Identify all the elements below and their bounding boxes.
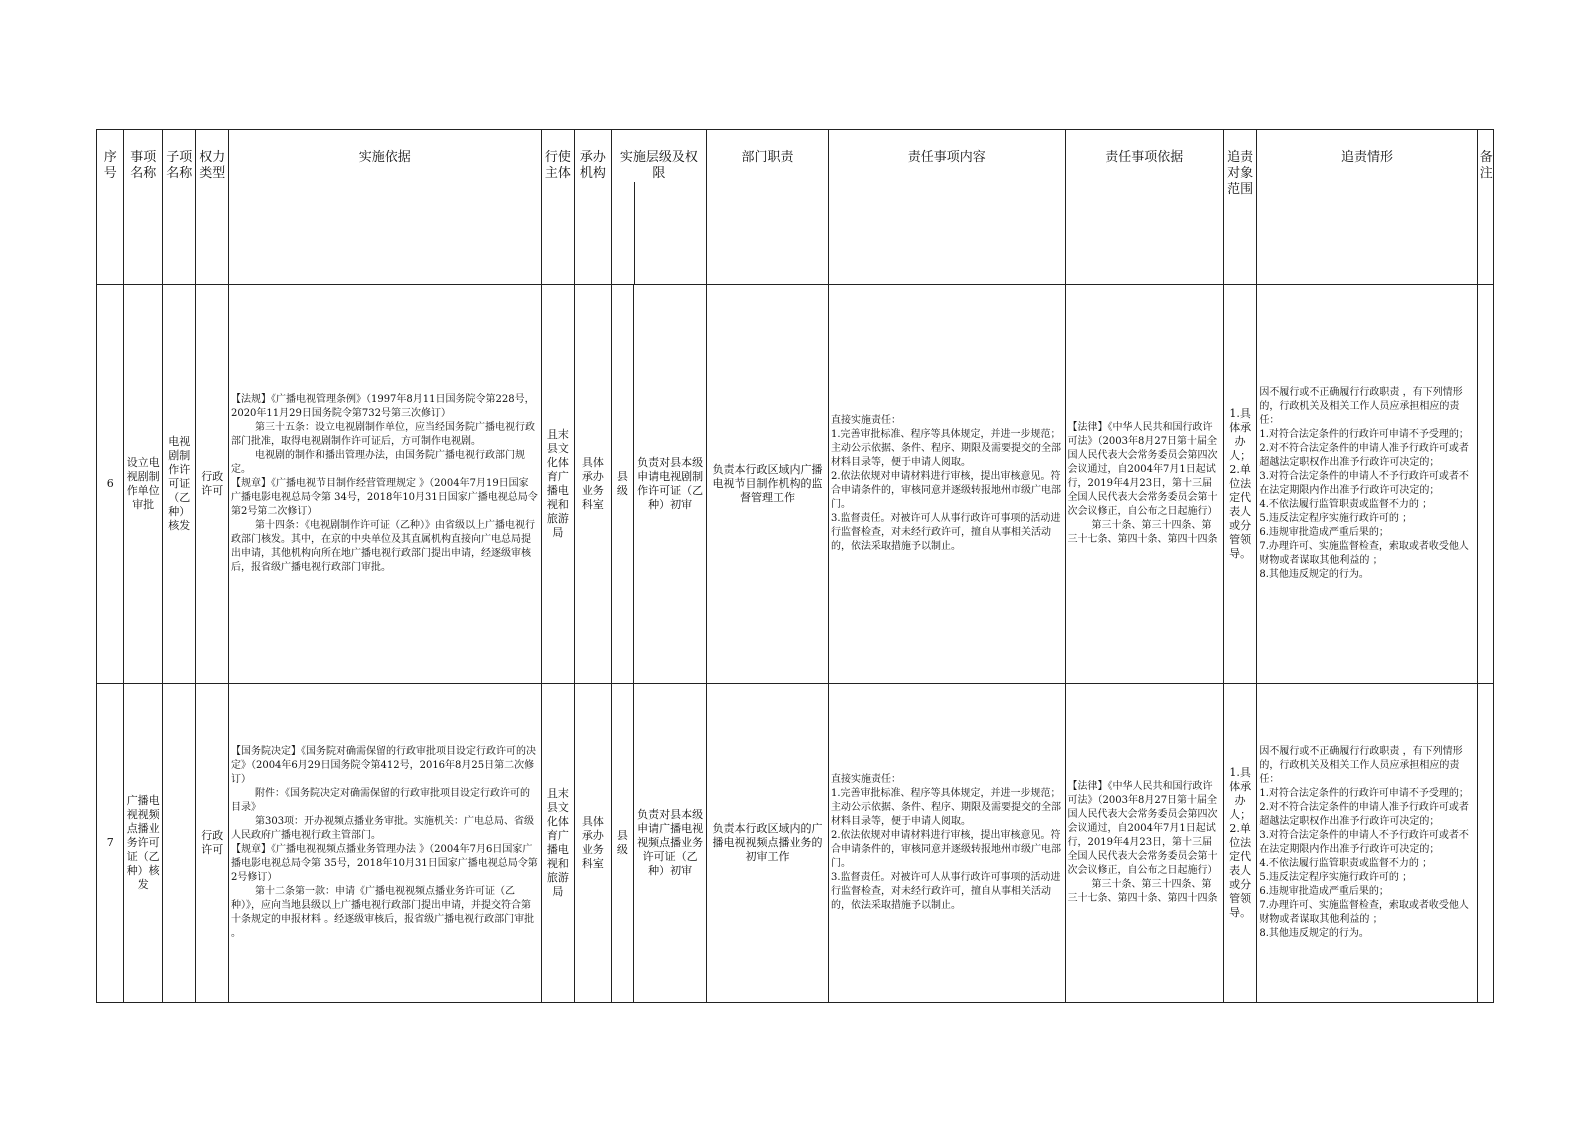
accountability-line: 4.不依法履行监管职责或监督不力的 ； — [1259, 858, 1433, 869]
accountability-line: 4.不依法履行监管职责或监督不力的 ； — [1259, 499, 1433, 510]
accountability-line: 7.办理许可、实施监督检查，索取或者收受他人财物或者谋取其他利益的 ； — [1259, 900, 1469, 925]
resp-basis-paragraph: 第三十条、第三十四条、第三十七条、第四十条、第四十四条 — [1067, 879, 1218, 904]
resp-content-line: 2.依法依规对申请材料进行审核，提出审核意见。符合申请条件的，审核同意并逐级转报地州市级广电部门。 — [830, 471, 1061, 510]
header-row — [97, 130, 1494, 285]
header-level — [611, 130, 706, 285]
cell-resp-basis — [1065, 684, 1223, 1003]
accountability-line: 因不履行或不正确履行行政职责 ，有下列情形的，行政机关及相关工作人员应承担相应的责任： — [1259, 746, 1463, 785]
cell-duty: 负责本行政区域内广播电视节目制作机构的监督管理工作 — [707, 285, 829, 684]
cell-scope: 1.具体承办人；2.单位法定代表人或分管领导。 — [1223, 285, 1257, 684]
basis-paragraph: 附件：《国务院决定对确需保留的行政审批项目设定行政许可的目录》 — [230, 788, 530, 813]
cell-scope: 1.具体承办人；2.单位法定代表人或分管领导。 — [1223, 684, 1257, 1003]
cell-item-name: 广播电视视频点播业务许可证（乙种）核发 — [124, 684, 163, 1003]
resp-basis-paragraph: 【法律】《中华人民共和国行政许可法》（2003年8月27日第十届全国人民代表大会常务委员会第四次会议通过，自2004年7月1日起试行，2019年4月23日，第十三届全国人民代表大会常务委员会第十次会议修正，自公布之日起施行） — [1067, 781, 1218, 876]
cell-authority: 负责对县本级申请电视剧制作许可证（乙种）初审 — [634, 285, 707, 684]
accountability-line: 5.违反法定程序实施行政许可的 ； — [1259, 872, 1413, 883]
header-resp-content: 责任事项内容 — [828, 130, 1065, 285]
cell-seq: 6 — [97, 285, 124, 684]
basis-paragraph: 第303项：开办视频点播业务审批。实施机关：广电总局、省级人民政府广播电视行政主管部门。 — [230, 816, 535, 841]
header-level-label: 实施层级及权限 — [619, 150, 698, 181]
cell-duty: 负责本行政区域内的广播电视视频点播业务的初审工作 — [707, 684, 829, 1003]
cell-resp-content — [828, 684, 1065, 1003]
header-sub-name: 子项名称 — [162, 130, 196, 285]
header-seq: 序号 — [97, 130, 124, 285]
cell-seq: 7 — [97, 684, 124, 1003]
header-basis: 实施依据 — [228, 130, 541, 285]
accountability-line: 2.对不符合法定条件的申请人准予行政许可或者超越法定职权作出准予行政许可决定的； — [1259, 443, 1469, 468]
table-row — [97, 285, 1494, 684]
cell-sub-name — [162, 684, 196, 1003]
basis-paragraph: 第三十五条：设立电视剧制作单位，应当经国务院广播电视行政部门批准，取得电视剧制作许可证后，方可制作电视剧。 — [230, 422, 535, 447]
accountability-line: 3.对符合法定条件的申请人不予行政许可或者不在法定期限内作出准予行政许可决定的； — [1259, 471, 1469, 496]
basis-paragraph: 【法规】《广播电视管理条例》（1997年8月11日国务院令第228号，2020年11月29日国务院令第732号第三次修订） — [230, 394, 535, 419]
basis-paragraph: 第十二条第一款：申请《广播电视视频点播业务许可证（乙种）》，应向当地县级以上广播电视行政部门提出申请，并提交符合第十条规定的申报材料 。经逐级审核后，报省级广播电视行政部门审批 。 — [230, 886, 535, 939]
resp-content-line: 直接实施责任： — [830, 774, 901, 785]
cell-subject: 且末县文化体育广播电视和旅游局 — [541, 285, 575, 684]
accountability-line: 1.对符合法定条件的行政许可申请不予受理的； — [1259, 429, 1469, 440]
basis-paragraph: 【国务院决定】《国务院对确需保留的行政审批项目设定行政许可的决定》（2004年6月29日国务院令第412号，2016年8月25日第二次修订） — [230, 746, 536, 785]
resp-basis-paragraph: 【法律】《中华人民共和国行政许可法》（2003年8月27日第十届全国人民代表大会常务委员会第四次会议通过，自2004年7月1日起试行，2019年4月23日，第十三届全国人民代表大会常务委员会第十次会议修正，自公布之日起施行） — [1067, 422, 1218, 517]
accountability-line: 1.对符合法定条件的行政许可申请不予受理的； — [1259, 788, 1469, 799]
cell-remark — [1477, 684, 1493, 1003]
accountability-line: 6.违规审批造成严重后果的； — [1259, 527, 1389, 538]
header-duty: 部门职责 — [707, 130, 829, 285]
basis-paragraph: 【规章】《广播电视视频点播业务管理办法 》（2004年7月6日国家广播电影电视总局令第 35号，2018年10月31日国家广播电视总局令第2号修订） — [230, 844, 538, 883]
cell-basis — [228, 285, 541, 684]
table-row — [97, 684, 1494, 1003]
resp-basis-paragraph: 第三十条、第三十四条、第三十七条、第四十条、第四十四条 — [1067, 520, 1218, 545]
accountability-line: 因不履行或不正确履行行政职责 ，有下列情形的，行政机关及相关工作人员应承担相应的责任： — [1259, 387, 1463, 426]
header-scope: 追责对象范围 — [1223, 130, 1257, 285]
cell-basis — [228, 684, 541, 1003]
cell-agency: 具体承办业务科室 — [575, 285, 612, 684]
cell-remark — [1477, 285, 1493, 684]
resp-content-line: 3.监督责任。对被许可人从事行政许可事项的活动进行监督检查，对未经行政许可，擅自从事相关活动的，依法采取措施予以制止。 — [830, 513, 1061, 552]
header-level-divider — [634, 182, 635, 284]
cell-power-type: 行政许可 — [196, 684, 228, 1003]
basis-paragraph: 电视剧的制作和播出管理办法，由国务院广播电视行政部门规定。 — [230, 450, 525, 475]
header-power-type: 权力类型 — [196, 130, 228, 285]
accountability-line: 2.对不符合法定条件的申请人准予行政许可或者超越法定职权作出准予行政许可决定的； — [1259, 802, 1469, 827]
basis-paragraph: 【规章】《广播电视节目制作经营管理规定 》（2004年7月19日国家广播电影电视总局令第 34号，2018年10月31日国家广播电视总局令第2号第二次修订） — [230, 478, 538, 517]
cell-level: 县级 — [611, 285, 633, 684]
resp-content-line: 3.监督责任。对被许可人从事行政许可事项的活动进行监督检查，对未经行政许可，擅自从事相关活动的，依法采取措施予以制止。 — [830, 872, 1061, 911]
cell-agency: 具体承办业务科室 — [575, 684, 612, 1003]
resp-content-line: 2.依法依规对申请材料进行审核，提出审核意见。符合申请条件的，审核同意并逐级转报地州市级广电部门。 — [830, 830, 1061, 869]
accountability-line: 8.其他违反规定的行为。 — [1259, 569, 1369, 580]
cell-resp-basis — [1065, 285, 1223, 684]
header-resp-basis: 责任事项依据 — [1065, 130, 1223, 285]
resp-content-line: 1.完善审批标准、程序等具体规定，并进一步规范；主动公示依据、条件、程序、期限及需要提交的全部材料目录等，便于申请人阅取。 — [830, 429, 1061, 468]
cell-subject: 且末县文化体育广播电视和旅游局 — [541, 684, 575, 1003]
accountability-line: 8.其他违反规定的行为。 — [1259, 928, 1369, 939]
cell-accountability — [1257, 285, 1477, 684]
cell-accountability — [1257, 684, 1477, 1003]
header-agency: 承办机构 — [575, 130, 612, 285]
accountability-line: 7.办理许可、实施监督检查，索取或者收受他人财物或者谋取其他利益的 ； — [1259, 541, 1469, 566]
cell-resp-content — [828, 285, 1065, 684]
cell-authority: 负责对县本级申请广播电视视频点播业务许可证（乙种）初审 — [634, 684, 707, 1003]
header-item-name: 事项名称 — [124, 130, 163, 285]
cell-item-name: 设立电视剧制作单位审批 — [124, 285, 163, 684]
accountability-line: 3.对符合法定条件的申请人不予行政许可或者不在法定期限内作出准予行政许可决定的； — [1259, 830, 1469, 855]
resp-content-line: 1.完善审批标准、程序等具体规定，并进一步规范；主动公示依据、条件、程序、期限及需要提交的全部材料目录等，便于申请人阅取。 — [830, 788, 1061, 827]
cell-sub-name: 电视剧制作许可证（乙种）核发 — [162, 285, 196, 684]
basis-paragraph: 第十四条：《电视剧制作许可证（乙种）》由省级以上广播电视行政部门核发。其中，在京的中央单位及其直属机构直接向广电总局提出申请，其他机构向所在地广播电视行政部门提出申请，经逐级审核后，报省级广播电视行政部门审批。 — [230, 520, 535, 573]
authority-table — [96, 129, 1494, 1003]
accountability-line: 6.违规审批造成严重后果的； — [1259, 886, 1389, 897]
header-subject: 行使主体 — [541, 130, 575, 285]
accountability-line: 5.违反法定程序实施行政许可的 ； — [1259, 513, 1413, 524]
cell-level: 县级 — [611, 684, 633, 1003]
cell-power-type: 行政许可 — [196, 285, 228, 684]
header-remark: 备注 — [1477, 130, 1493, 285]
header-accountability: 追责情形 — [1257, 130, 1477, 285]
resp-content-line: 直接实施责任： — [830, 415, 901, 426]
